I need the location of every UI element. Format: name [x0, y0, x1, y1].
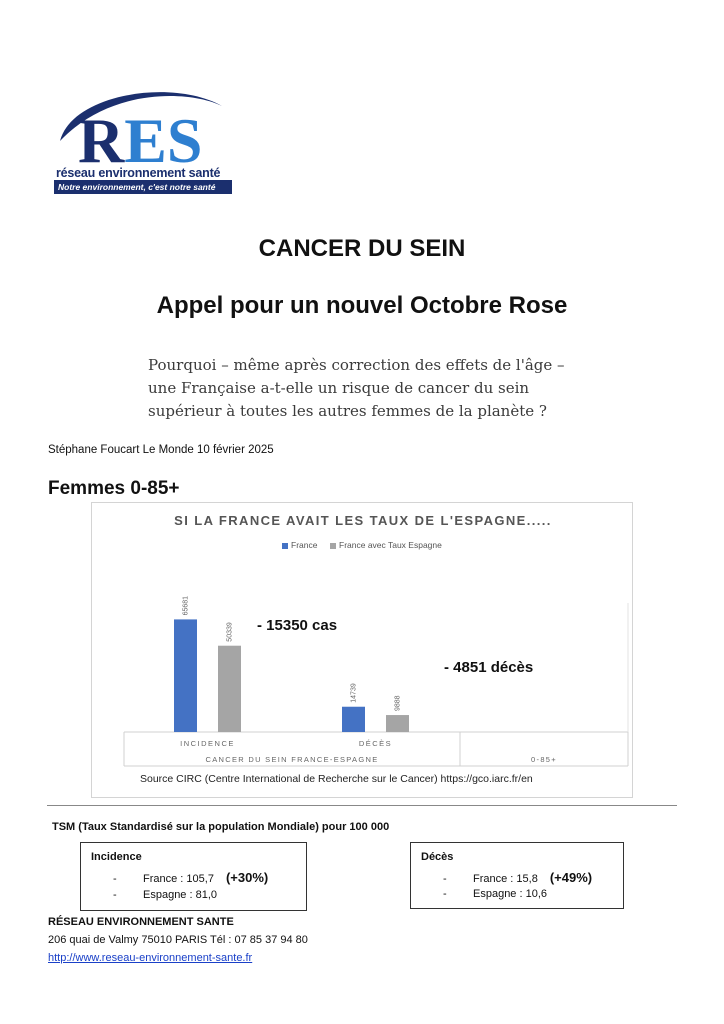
annotation-deces: - 4851 décès: [444, 659, 534, 676]
logo-letters: RES: [78, 105, 203, 171]
logo-name: réseau environnement santé: [56, 166, 221, 180]
legend-label-espagne: France avec Taux Espagne: [339, 540, 442, 550]
incidence-row-espagne: - Espagne : 81,0: [113, 889, 218, 901]
logo-tagline: Notre environnement, c'est notre santé: [54, 180, 232, 194]
deces-box-title: Décès: [421, 851, 454, 863]
deces-row-espagne: - Espagne : 10,6: [443, 888, 548, 900]
legend-label-france: France: [291, 540, 318, 550]
deces-box: [410, 842, 624, 909]
incidence-box-title: Incidence: [91, 851, 142, 863]
legend-swatch-espagne: [330, 543, 336, 549]
deces-pct: (+49%): [549, 870, 593, 885]
chart-title: SI LA FRANCE AVAIT LES TAUX DE L'ESPAGNE.....: [174, 513, 552, 528]
data-label: 65681: [182, 595, 190, 616]
bar-dcs-0: [342, 707, 365, 732]
byline: Stéphane Foucart Le Monde 10 février 2025: [48, 444, 274, 456]
org-website-link[interactable]: http://www.reseau-environnement-sante.fr: [48, 952, 253, 964]
category-label: INCIDENCE: [180, 739, 235, 748]
bar-dcs-1: [386, 715, 409, 732]
incidence-pct: (+30%): [225, 870, 269, 885]
incidence-row-france: - France : 105,7 (+30%): [113, 870, 269, 885]
page-subtitle: Appel pour un nouvel Octobre Rose: [156, 292, 568, 319]
incidence-box: [80, 842, 307, 911]
x-axis-title: CANCER DU SEIN FRANCE-ESPAGNE: [205, 755, 379, 764]
category-label: DÉCÈS: [358, 739, 393, 748]
legend-item-espagne: [330, 540, 442, 550]
res-logo: [52, 86, 237, 198]
bar-incidence-1: [218, 646, 241, 732]
bar-incidence-0: [174, 619, 197, 732]
res-logo-graphic: [52, 86, 237, 171]
divider: [47, 805, 677, 806]
data-label: 50339: [226, 622, 234, 642]
data-label: 9888: [394, 695, 402, 712]
tsm-heading: TSM (Taux Standardisé sur la population Mondiale) pour 100 000: [52, 821, 390, 833]
org-address: 206 quai de Valmy 75010 PARIS Tél : 07 85 37 94 80: [48, 934, 308, 946]
annotation-cas: - 15350 cas: [257, 617, 338, 634]
org-name: RÉSEAU ENVIRONNEMENT SANTE: [48, 916, 234, 928]
legend-swatch-france: [282, 543, 288, 549]
deces-row-france: - France : 15,8 (+49%): [443, 870, 593, 885]
x-axis-right-label: 0-85+: [531, 755, 557, 764]
legend-item-france: [282, 540, 317, 550]
quote-text: Pourquoi – même après correction des effets de l'âge – une Française a-t-elle un risque de cancer du sein supérieur à toutes les autres femmes de la planète ?: [148, 356, 565, 420]
page-title: CANCER DU SEIN: [258, 235, 466, 262]
data-label: 14739: [350, 683, 358, 703]
section-heading: Femmes 0-85+: [48, 478, 180, 499]
bar-chart: [91, 502, 633, 798]
chart-source: Source CIRC (Centre International de Recherche sur le Cancer) https://gco.iarc.fr/en: [140, 773, 533, 785]
